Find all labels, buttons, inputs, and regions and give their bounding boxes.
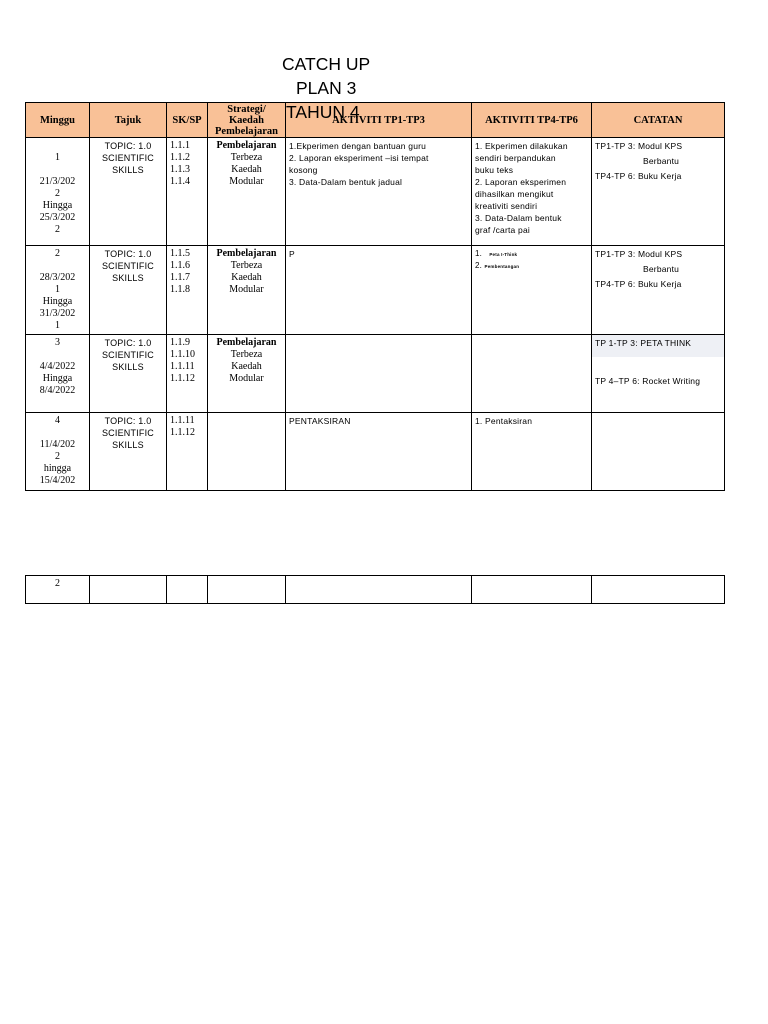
table-row (26, 335, 725, 413)
aktiviti-tp4-tp6-cell: 1. Peta I-Think 2. Pembentangan (472, 246, 592, 335)
title-line-3: TAHUN 4 (286, 102, 360, 122)
sksp-cell: 1.1.9 1.1.10 1.1.11 1.1.12 (167, 335, 208, 413)
strategi-cell (208, 413, 286, 491)
sksp-cell: 1.1.5 1.1.6 1.1.7 1.1.8 (167, 246, 208, 335)
header-catatan: CATATAN (592, 103, 725, 138)
catch-up-plan-table (25, 102, 725, 491)
strategi-cell: Pembelajaran Terbeza Kaedah Modular (208, 138, 286, 246)
aktiviti-tp1-tp3-cell: PENTAKSIRAN (286, 413, 472, 491)
strategi-cell: Pembelajaran Terbeza Kaedah Modular (208, 246, 286, 335)
aktiviti-tp1-tp3-cell (286, 576, 472, 604)
tajuk-cell (90, 576, 167, 604)
catatan-cell (592, 576, 725, 604)
table-row (26, 413, 725, 491)
catatan-cell (592, 413, 725, 491)
sksp-cell: 1.1.1 1.1.2 1.1.3 1.1.4 (167, 138, 208, 246)
catatan-cell: TP1-TP 3: Modul KPS Berbantu TP4-TP 6: Buku Kerja (592, 246, 725, 335)
aktiviti-tp4-tp6-cell: 1. Ekperimen dilakukan sendiri berpandukan buku teks 2. Laporan eksperimen dihasilkan mengikut kreativiti sendiri 3. Data-Dalam bentuk graf /carta pai (472, 138, 592, 246)
header-minggu: Minggu (26, 103, 90, 138)
title-line-2: PLAN 3 (296, 78, 357, 98)
catatan-cell: TP1-TP 3: Modul KPS Berbantu TP4-TP 6: Buku Kerja (592, 138, 725, 246)
strategi-cell: Pembelajaran Terbeza Kaedah Modular (208, 335, 286, 413)
minggu-cell: 3 4/4/2022 Hingga 8/4/2022 (26, 335, 90, 413)
table-row (26, 138, 725, 246)
aktiviti-tp4-tp6-cell (472, 335, 592, 413)
header-sksp: SK/SP (167, 103, 208, 138)
tajuk-cell: TOPIC: 1.0 SCIENTIFIC SKILLS (90, 413, 167, 491)
continuation-table (25, 575, 725, 604)
aktiviti-tp1-tp3-cell: P (286, 246, 472, 335)
tajuk-cell: TOPIC: 1.0 SCIENTIFIC SKILLS (90, 246, 167, 335)
minggu-cell: 2 (26, 576, 90, 604)
document-title (282, 52, 402, 124)
title-line-1: CATCH UP (282, 54, 371, 74)
catatan-cell: TP 1-TP 3: PETA THINK TP 4–TP 6: Rocket Writing (592, 335, 725, 413)
aktiviti-tp4-tp6-cell: 1. Pentaksiran (472, 413, 592, 491)
minggu-cell: 1 21/3/202 2 Hingga 25/3/202 2 (26, 138, 90, 246)
header-strategi: Strategi/ Kaedah Pembelajaran (208, 103, 286, 138)
header-aktiviti-tp1-tp3: AKTIVITI TP1-TP3 (286, 103, 472, 138)
minggu-cell: 2 28/3/202 1 Hingga 31/3/202 1 (26, 246, 90, 335)
aktiviti-tp1-tp3-cell: 1.Ekperimen dengan bantuan guru 2. Laporan eksperiment –isi tempat kosong 3. Data-Dalam bentuk jadual (286, 138, 472, 246)
tajuk-cell: TOPIC: 1.0 SCIENTIFIC SKILLS (90, 138, 167, 246)
aktiviti-tp1-tp3-cell (286, 335, 472, 413)
header-tajuk: Tajuk (90, 103, 167, 138)
sksp-cell: 1.1.11 1.1.12 (167, 413, 208, 491)
header-aktiviti-tp4-tp6: AKTIVITI TP4-TP6 (472, 103, 592, 138)
aktiviti-tp4-tp6-cell (472, 576, 592, 604)
tajuk-cell: TOPIC: 1.0 SCIENTIFIC SKILLS (90, 335, 167, 413)
table-row (26, 246, 725, 335)
table-row (26, 576, 725, 604)
minggu-cell: 4 11/4/202 2 hingga 15/4/202 (26, 413, 90, 491)
sksp-cell (167, 576, 208, 604)
strategi-cell (208, 576, 286, 604)
